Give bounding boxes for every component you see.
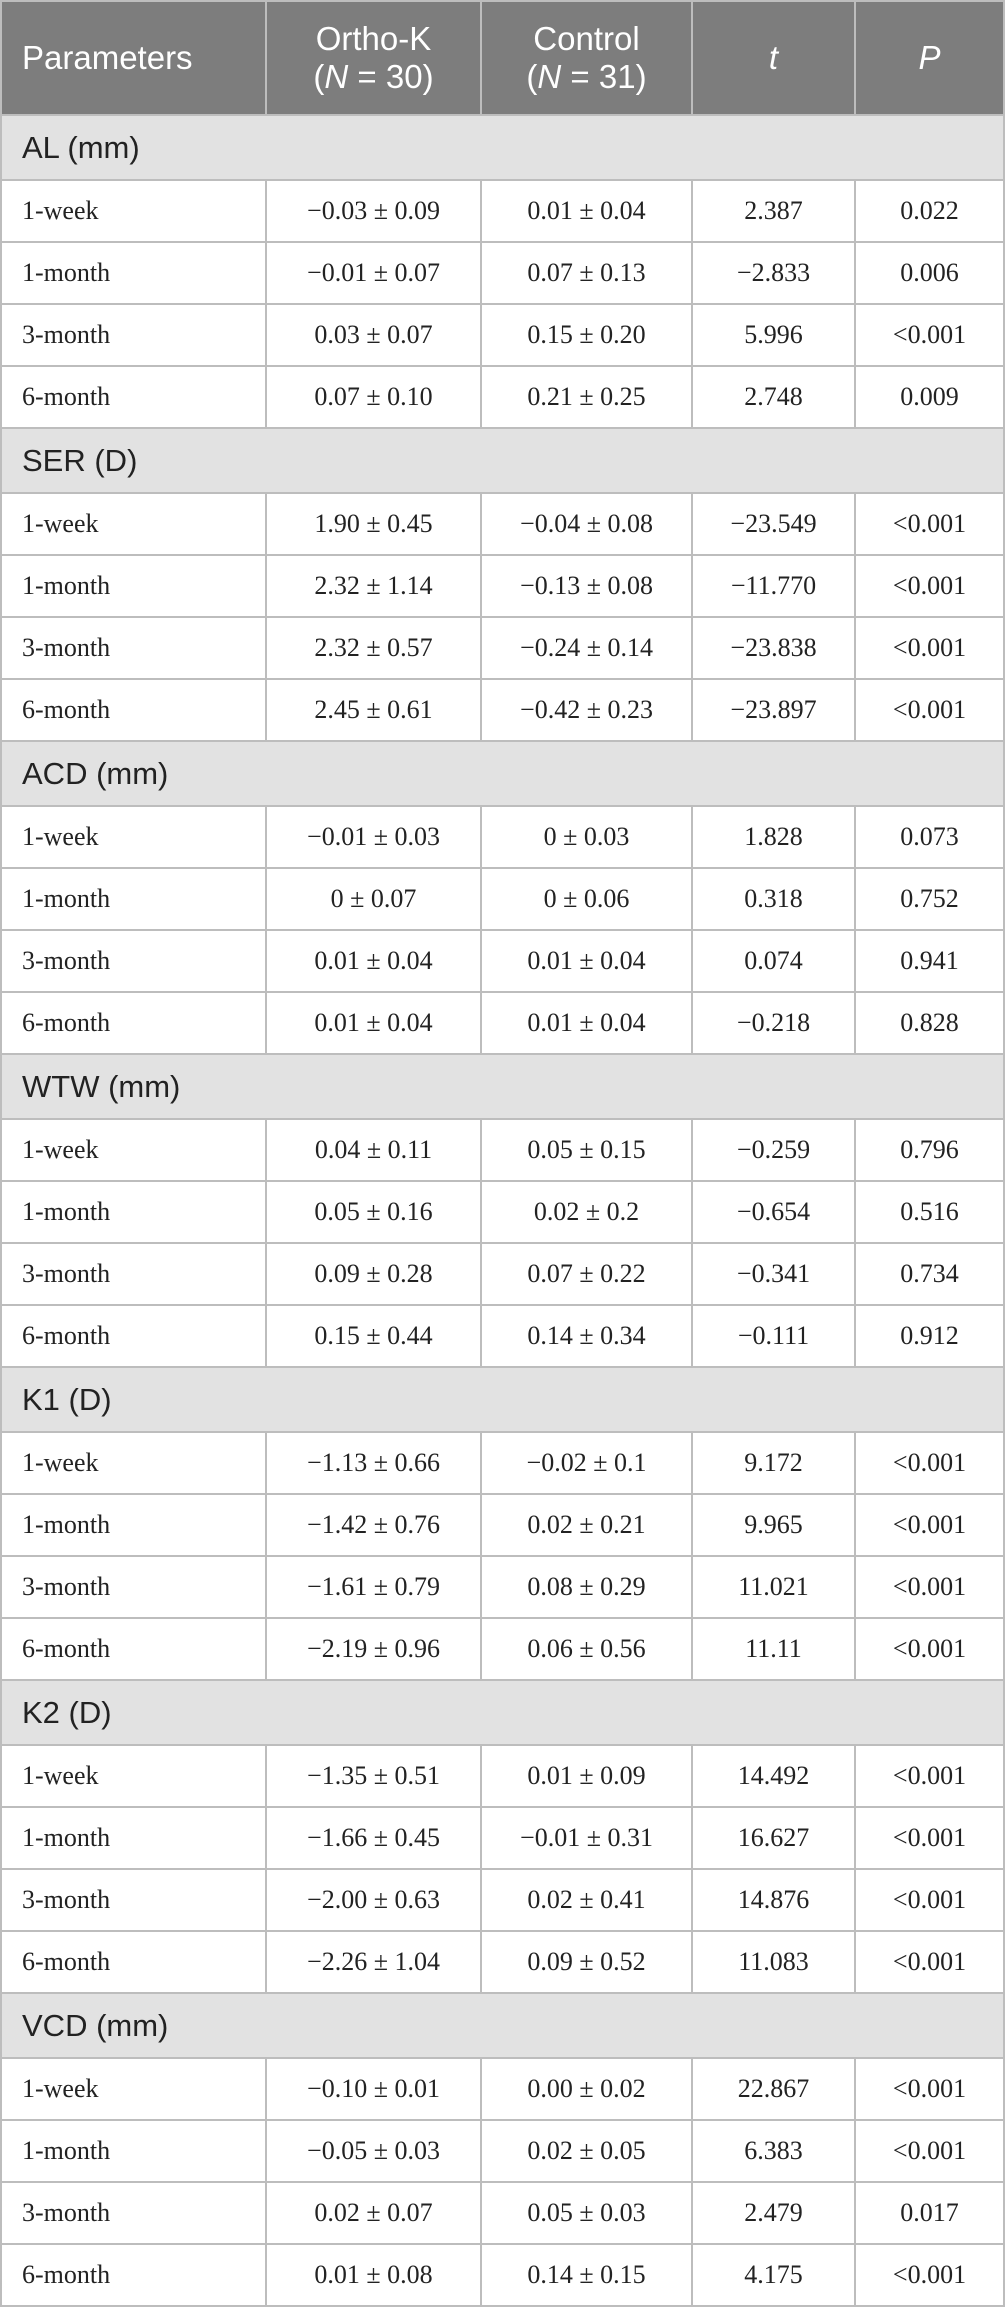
p-value-cell: <0.001 xyxy=(855,1556,1004,1618)
orthok-value-cell: −1.42 ± 0.76 xyxy=(266,1494,481,1556)
section-title: WTW (mm) xyxy=(1,1054,1004,1119)
p-value-cell: 0.073 xyxy=(855,806,1004,868)
section-row xyxy=(1,1680,1004,1745)
control-value-cell: 0.07 ± 0.22 xyxy=(481,1243,692,1305)
orthok-value-cell: 0.15 ± 0.44 xyxy=(266,1305,481,1367)
header-control-n: N xyxy=(537,58,562,95)
p-value-cell: <0.001 xyxy=(855,2244,1004,2306)
p-value-cell: 0.017 xyxy=(855,2182,1004,2244)
table-row xyxy=(1,868,1004,930)
orthok-value-cell: −1.66 ± 0.45 xyxy=(266,1807,481,1869)
p-value-cell: <0.001 xyxy=(855,2120,1004,2182)
control-value-cell: −0.02 ± 0.1 xyxy=(481,1432,692,1494)
orthok-value-cell: −2.00 ± 0.63 xyxy=(266,1869,481,1931)
orthok-value-cell: 2.45 ± 0.61 xyxy=(266,679,481,741)
table-row xyxy=(1,1305,1004,1367)
row-label-cell: 6-month xyxy=(1,2244,266,2306)
control-value-cell: 0.01 ± 0.04 xyxy=(481,180,692,242)
table-row xyxy=(1,1618,1004,1680)
row-label-cell: 6-month xyxy=(1,679,266,741)
row-label-cell: 3-month xyxy=(1,617,266,679)
control-value-cell: −0.04 ± 0.08 xyxy=(481,493,692,555)
section-row xyxy=(1,1993,1004,2058)
control-value-cell: 0.14 ± 0.15 xyxy=(481,2244,692,2306)
table-row xyxy=(1,1931,1004,1993)
header-row xyxy=(1,1,1004,115)
orthok-value-cell: 0.02 ± 0.07 xyxy=(266,2182,481,2244)
section-row xyxy=(1,1054,1004,1119)
orthok-value-cell: 0.01 ± 0.04 xyxy=(266,992,481,1054)
row-label-cell: 3-month xyxy=(1,2182,266,2244)
row-label-cell: 3-month xyxy=(1,1556,266,1618)
header-control-count: = 31) xyxy=(561,58,647,95)
t-value-cell: 4.175 xyxy=(692,2244,855,2306)
p-value-cell: <0.001 xyxy=(855,493,1004,555)
orthok-value-cell: −0.03 ± 0.09 xyxy=(266,180,481,242)
row-label-cell: 1-month xyxy=(1,868,266,930)
row-label-cell: 6-month xyxy=(1,366,266,428)
table-row xyxy=(1,617,1004,679)
t-value-cell: 2.748 xyxy=(692,366,855,428)
row-label-cell: 1-week xyxy=(1,2058,266,2120)
p-value-cell: 0.828 xyxy=(855,992,1004,1054)
row-label-cell: 3-month xyxy=(1,1243,266,1305)
row-label-cell: 1-week xyxy=(1,493,266,555)
section-row xyxy=(1,115,1004,180)
header-p-text: P xyxy=(918,39,941,76)
control-value-cell: −0.24 ± 0.14 xyxy=(481,617,692,679)
table-row xyxy=(1,2058,1004,2120)
control-value-cell: 0.21 ± 0.25 xyxy=(481,366,692,428)
control-value-cell: 0 ± 0.03 xyxy=(481,806,692,868)
t-value-cell: −2.833 xyxy=(692,242,855,304)
section-title: AL (mm) xyxy=(1,115,1004,180)
header-control-title: Control xyxy=(533,20,640,57)
section-title: ACD (mm) xyxy=(1,741,1004,806)
p-value-cell: 0.009 xyxy=(855,366,1004,428)
table-row xyxy=(1,930,1004,992)
table-row xyxy=(1,806,1004,868)
t-value-cell: −11.770 xyxy=(692,555,855,617)
control-value-cell: 0.00 ± 0.02 xyxy=(481,2058,692,2120)
p-value-cell: <0.001 xyxy=(855,617,1004,679)
row-label-cell: 1-month xyxy=(1,1807,266,1869)
control-value-cell: 0.02 ± 0.21 xyxy=(481,1494,692,1556)
t-value-cell: 11.021 xyxy=(692,1556,855,1618)
header-orthok-title: Ortho-K xyxy=(315,20,432,57)
table-header xyxy=(1,1,1004,115)
p-value-cell: <0.001 xyxy=(855,1807,1004,1869)
p-value-cell: <0.001 xyxy=(855,1869,1004,1931)
row-label-cell: 6-month xyxy=(1,1618,266,1680)
p-value-cell: 0.752 xyxy=(855,868,1004,930)
row-label-cell: 1-month xyxy=(1,555,266,617)
p-value-cell: <0.001 xyxy=(855,1931,1004,1993)
table-row xyxy=(1,1745,1004,1807)
table-row xyxy=(1,992,1004,1054)
section-row xyxy=(1,1367,1004,1432)
header-orthok-count: = 30) xyxy=(348,58,434,95)
row-label-cell: 1-week xyxy=(1,1745,266,1807)
table-row xyxy=(1,1119,1004,1181)
control-value-cell: 0.08 ± 0.29 xyxy=(481,1556,692,1618)
t-value-cell: 0.318 xyxy=(692,868,855,930)
header-parameters xyxy=(1,1,266,115)
header-t xyxy=(692,1,855,115)
control-value-cell: −0.01 ± 0.31 xyxy=(481,1807,692,1869)
row-label-cell: 1-month xyxy=(1,242,266,304)
t-value-cell: 22.867 xyxy=(692,2058,855,2120)
control-value-cell: 0 ± 0.06 xyxy=(481,868,692,930)
row-label-cell: 6-month xyxy=(1,1305,266,1367)
row-label-cell: 1-week xyxy=(1,180,266,242)
orthok-value-cell: 0.04 ± 0.11 xyxy=(266,1119,481,1181)
t-value-cell: 6.383 xyxy=(692,2120,855,2182)
table-row xyxy=(1,1869,1004,1931)
t-value-cell: −0.218 xyxy=(692,992,855,1054)
orthok-value-cell: 0.05 ± 0.16 xyxy=(266,1181,481,1243)
row-label-cell: 1-week xyxy=(1,1432,266,1494)
t-value-cell: 11.11 xyxy=(692,1618,855,1680)
orthok-value-cell: 0.01 ± 0.08 xyxy=(266,2244,481,2306)
t-value-cell: −0.341 xyxy=(692,1243,855,1305)
table-row xyxy=(1,1807,1004,1869)
row-label-cell: 1-month xyxy=(1,2120,266,2182)
t-value-cell: −23.897 xyxy=(692,679,855,741)
header-orthok xyxy=(266,1,481,115)
control-value-cell: −0.13 ± 0.08 xyxy=(481,555,692,617)
row-label-cell: 1-week xyxy=(1,1119,266,1181)
control-value-cell: 0.09 ± 0.52 xyxy=(481,1931,692,1993)
p-value-cell: 0.796 xyxy=(855,1119,1004,1181)
p-value-cell: 0.006 xyxy=(855,242,1004,304)
t-value-cell: −0.654 xyxy=(692,1181,855,1243)
row-label-cell: 1-month xyxy=(1,1494,266,1556)
p-value-cell: <0.001 xyxy=(855,1494,1004,1556)
table-row xyxy=(1,1181,1004,1243)
orthok-value-cell: −0.10 ± 0.01 xyxy=(266,2058,481,2120)
t-value-cell: 11.083 xyxy=(692,1931,855,1993)
row-label-cell: 3-month xyxy=(1,304,266,366)
section-title: SER (D) xyxy=(1,428,1004,493)
table-row xyxy=(1,242,1004,304)
t-value-cell: 0.074 xyxy=(692,930,855,992)
header-orthok-n: N xyxy=(324,58,349,95)
control-value-cell: 0.05 ± 0.15 xyxy=(481,1119,692,1181)
p-value-cell: <0.001 xyxy=(855,1618,1004,1680)
orthok-value-cell: 1.90 ± 0.45 xyxy=(266,493,481,555)
row-label-cell: 3-month xyxy=(1,930,266,992)
table-row xyxy=(1,2120,1004,2182)
t-value-cell: −23.838 xyxy=(692,617,855,679)
orthok-value-cell: −1.35 ± 0.51 xyxy=(266,1745,481,1807)
row-label-cell: 6-month xyxy=(1,992,266,1054)
control-value-cell: 0.01 ± 0.09 xyxy=(481,1745,692,1807)
control-value-cell: 0.05 ± 0.03 xyxy=(481,2182,692,2244)
table-row xyxy=(1,2182,1004,2244)
orthok-value-cell: −1.13 ± 0.66 xyxy=(266,1432,481,1494)
table-row xyxy=(1,493,1004,555)
header-t-text: t xyxy=(768,39,779,76)
orthok-value-cell: 0.01 ± 0.04 xyxy=(266,930,481,992)
t-value-cell: 5.996 xyxy=(692,304,855,366)
t-value-cell: 14.492 xyxy=(692,1745,855,1807)
t-value-cell: 16.627 xyxy=(692,1807,855,1869)
row-label-cell: 1-week xyxy=(1,806,266,868)
p-value-cell: 0.516 xyxy=(855,1181,1004,1243)
section-row xyxy=(1,428,1004,493)
control-value-cell: 0.01 ± 0.04 xyxy=(481,930,692,992)
orthok-value-cell: 0.09 ± 0.28 xyxy=(266,1243,481,1305)
control-value-cell: 0.02 ± 0.41 xyxy=(481,1869,692,1931)
section-title: VCD (mm) xyxy=(1,1993,1004,2058)
p-value-cell: <0.001 xyxy=(855,555,1004,617)
orthok-value-cell: −0.01 ± 0.03 xyxy=(266,806,481,868)
header-control-open: ( xyxy=(526,58,538,95)
t-value-cell: −0.259 xyxy=(692,1119,855,1181)
row-label-cell: 1-month xyxy=(1,1181,266,1243)
control-value-cell: 0.06 ± 0.56 xyxy=(481,1618,692,1680)
p-value-cell: 0.022 xyxy=(855,180,1004,242)
t-value-cell: 9.172 xyxy=(692,1432,855,1494)
control-value-cell: 0.14 ± 0.34 xyxy=(481,1305,692,1367)
orthok-value-cell: −1.61 ± 0.79 xyxy=(266,1556,481,1618)
orthok-value-cell: 0.07 ± 0.10 xyxy=(266,366,481,428)
t-value-cell: 14.876 xyxy=(692,1869,855,1931)
t-value-cell: −23.549 xyxy=(692,493,855,555)
p-value-cell: 0.912 xyxy=(855,1305,1004,1367)
section-title: K1 (D) xyxy=(1,1367,1004,1432)
table-row xyxy=(1,1494,1004,1556)
p-value-cell: <0.001 xyxy=(855,304,1004,366)
control-value-cell: 0.15 ± 0.20 xyxy=(481,304,692,366)
control-value-cell: 0.01 ± 0.04 xyxy=(481,992,692,1054)
p-value-cell: <0.001 xyxy=(855,1745,1004,1807)
p-value-cell: 0.941 xyxy=(855,930,1004,992)
control-value-cell: 0.07 ± 0.13 xyxy=(481,242,692,304)
table-row xyxy=(1,555,1004,617)
table-row xyxy=(1,1243,1004,1305)
orthok-value-cell: 0.03 ± 0.07 xyxy=(266,304,481,366)
header-parameters-text: Parameters xyxy=(22,39,193,76)
section-title: K2 (D) xyxy=(1,1680,1004,1745)
orthok-value-cell: −2.26 ± 1.04 xyxy=(266,1931,481,1993)
t-value-cell: −0.111 xyxy=(692,1305,855,1367)
control-value-cell: −0.42 ± 0.23 xyxy=(481,679,692,741)
table-row xyxy=(1,1432,1004,1494)
orthok-value-cell: −0.05 ± 0.03 xyxy=(266,2120,481,2182)
table-row xyxy=(1,679,1004,741)
table-row xyxy=(1,2244,1004,2306)
t-value-cell: 2.387 xyxy=(692,180,855,242)
orthok-value-cell: −0.01 ± 0.07 xyxy=(266,242,481,304)
row-label-cell: 6-month xyxy=(1,1931,266,1993)
p-value-cell: <0.001 xyxy=(855,2058,1004,2120)
p-value-cell: <0.001 xyxy=(855,679,1004,741)
section-row xyxy=(1,741,1004,806)
p-value-cell: 0.734 xyxy=(855,1243,1004,1305)
orthok-value-cell: 2.32 ± 0.57 xyxy=(266,617,481,679)
table-row xyxy=(1,1556,1004,1618)
orthok-value-cell: −2.19 ± 0.96 xyxy=(266,1618,481,1680)
t-value-cell: 1.828 xyxy=(692,806,855,868)
orthok-value-cell: 0 ± 0.07 xyxy=(266,868,481,930)
header-p xyxy=(855,1,1004,115)
table-row xyxy=(1,180,1004,242)
table-body xyxy=(1,115,1004,2306)
t-value-cell: 2.479 xyxy=(692,2182,855,2244)
p-value-cell: <0.001 xyxy=(855,1432,1004,1494)
control-value-cell: 0.02 ± 0.2 xyxy=(481,1181,692,1243)
table-row xyxy=(1,304,1004,366)
control-value-cell: 0.02 ± 0.05 xyxy=(481,2120,692,2182)
row-label-cell: 3-month xyxy=(1,1869,266,1931)
header-orthok-open: ( xyxy=(313,58,325,95)
header-control xyxy=(481,1,692,115)
t-value-cell: 9.965 xyxy=(692,1494,855,1556)
orthok-value-cell: 2.32 ± 1.14 xyxy=(266,555,481,617)
table-row xyxy=(1,366,1004,428)
